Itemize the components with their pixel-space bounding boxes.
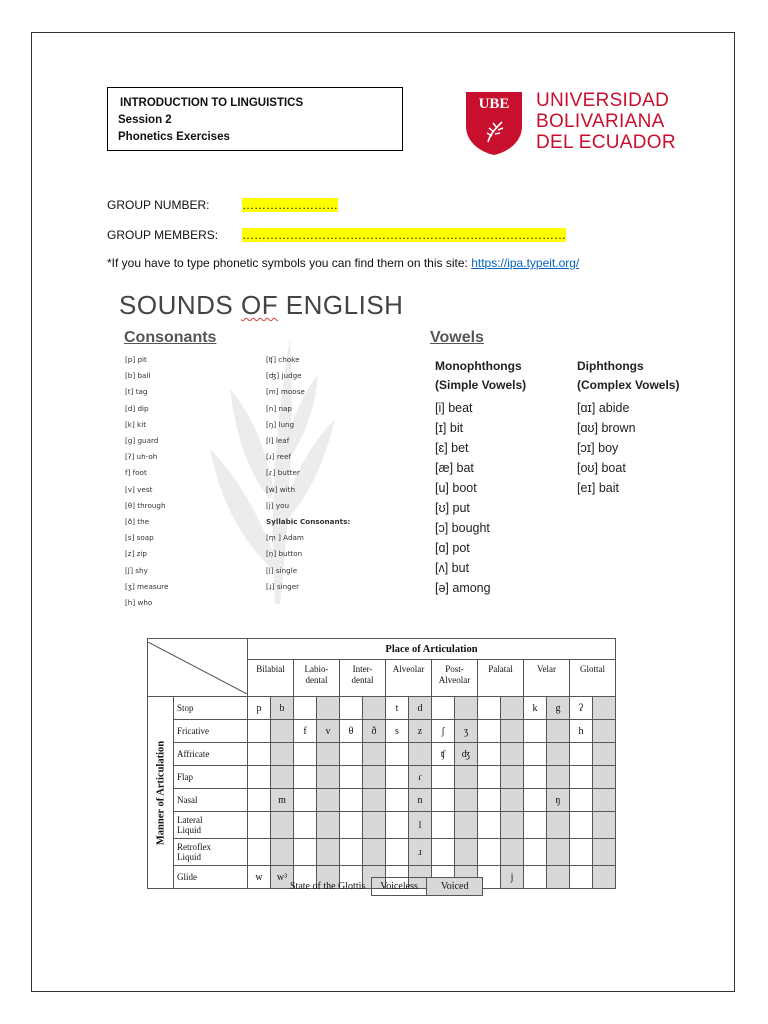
diphthong-item: [eɪ] bait: [577, 481, 619, 495]
syllabic-item: [n̩] button: [266, 549, 303, 559]
place-header: Labio- dental: [294, 660, 340, 697]
ipa-symbol-cell: [294, 697, 317, 720]
place-header: Alveolar: [386, 660, 432, 697]
ipa-symbol-cell: [455, 766, 478, 789]
ipa-symbol-cell: ʤ: [455, 743, 478, 766]
exercise-subtitle: Phonetics Exercises: [118, 131, 230, 143]
ipa-symbol-cell: [432, 697, 455, 720]
ipa-symbol-cell: [593, 720, 616, 743]
consonant-item: [ŋ] lung: [266, 419, 295, 429]
consonant-item: [l] leaf: [266, 436, 290, 446]
consonants-heading: Consonants: [124, 329, 217, 346]
ipa-symbol-cell: [570, 812, 593, 839]
title-part-2: OF: [240, 290, 279, 320]
ipa-symbol-cell: [455, 789, 478, 812]
syllabic-item: [m̩ ] Adam: [266, 533, 304, 543]
ipa-symbol-cell: m: [271, 789, 294, 812]
manner-row-label: Fricative: [174, 720, 248, 743]
group-number-field[interactable]: ……………………: [242, 198, 338, 212]
ipa-symbol-cell: ʔ: [570, 697, 593, 720]
ipa-symbol-cell: [409, 743, 432, 766]
manner-row-label: Lateral Liquid: [174, 812, 248, 839]
monophthong-item: [ʊ] put: [435, 501, 470, 515]
ipa-symbol-cell: t: [386, 697, 409, 720]
ipa-symbol-cell: [248, 812, 271, 839]
ipa-symbol-cell: [478, 766, 501, 789]
ipa-symbol-cell: [271, 812, 294, 839]
ipa-symbol-cell: [593, 743, 616, 766]
consonant-item: [h] who: [125, 598, 153, 608]
ipa-symbol-cell: [570, 743, 593, 766]
ipa-symbol-cell: [593, 766, 616, 789]
ipa-symbol-cell: [248, 743, 271, 766]
ipa-symbol-cell: [478, 839, 501, 866]
ipa-symbol-cell: ŋ: [547, 789, 570, 812]
sounds-of-english-title: [119, 290, 403, 321]
diphthongs-subtitle: (Complex Vowels): [577, 378, 680, 392]
ipa-symbol-cell: [524, 812, 547, 839]
title-part-1: SOUNDS: [119, 290, 241, 320]
ipa-symbol-cell: [294, 812, 317, 839]
monophthong-item: [ɔ] bought: [435, 521, 490, 535]
consonant-item: [p] pit: [125, 355, 147, 364]
ipa-symbol-cell: [363, 766, 386, 789]
sounds-of-english-panel: [100, 284, 710, 614]
consonant-item: [θ] through: [125, 500, 166, 510]
diphthong-item: [ɔɪ] boy: [577, 441, 619, 455]
place-header: Glottal: [570, 660, 616, 697]
glottis-legend: [290, 877, 483, 896]
ipa-symbol-cell: [294, 743, 317, 766]
ipa-symbol-cell: [478, 812, 501, 839]
ipa-symbol-cell: [547, 743, 570, 766]
ipa-symbol-cell: [524, 766, 547, 789]
consonant-item: [s] soap: [125, 533, 154, 543]
ipa-symbol-cell: [524, 866, 547, 889]
ipa-symbol-cell: [432, 812, 455, 839]
consonant-item: f] foot: [125, 468, 147, 478]
ipa-symbol-cell: [432, 839, 455, 866]
ipa-symbol-cell: [501, 812, 524, 839]
university-name: [536, 90, 676, 153]
ipa-symbol-cell: [501, 720, 524, 743]
monophthongs-list: [435, 398, 491, 598]
consonant-item: [t] tag: [125, 387, 148, 397]
ipa-symbol-cell: [547, 812, 570, 839]
ipa-symbol-cell: [317, 697, 340, 720]
ipa-note-text: *If you have to type phonetic symbols you can find them on this site:: [107, 256, 472, 270]
university-name-line1: UNIVERSIDAD: [536, 90, 670, 111]
ipa-symbol-cell: [363, 812, 386, 839]
ipa-symbol-cell: [570, 866, 593, 889]
ipa-symbol-cell: [593, 866, 616, 889]
ipa-symbol-cell: [455, 697, 478, 720]
ipa-symbol-cell: v: [317, 720, 340, 743]
ipa-symbol-cell: [478, 743, 501, 766]
diphthongs-title: Diphthongs: [577, 359, 644, 373]
consonant-item: [ð] the: [125, 517, 150, 527]
consonant-item: [w] with: [266, 484, 296, 494]
ipa-symbol-cell: [271, 720, 294, 743]
ipa-symbol-cell: ʒ: [455, 720, 478, 743]
voiceless-key: Voiceless: [371, 877, 427, 896]
diphthong-item: [ɑɪ] abide: [577, 401, 630, 415]
ipa-symbol-cell: [271, 743, 294, 766]
ipa-symbol-cell: [363, 789, 386, 812]
consonants-list-1: [125, 352, 168, 611]
manner-of-articulation-heading: [148, 697, 174, 889]
ipa-symbol-cell: [386, 766, 409, 789]
ipa-symbol-cell: j: [501, 866, 524, 889]
consonant-item: [v] vest: [125, 484, 153, 494]
ipa-symbol-cell: [547, 766, 570, 789]
ipa-symbol-cell: [386, 743, 409, 766]
monophthong-item: [æ] bat: [435, 461, 474, 475]
ipa-symbol-cell: [317, 839, 340, 866]
manner-row-label: Retroflex Liquid: [174, 839, 248, 866]
consonant-item: [ʃ] shy: [125, 565, 148, 575]
monophthong-item: [u] boot: [435, 481, 477, 495]
ipa-symbol-cell: b: [271, 697, 294, 720]
ipa-symbol-cell: [478, 789, 501, 812]
place-header: Bilabial: [248, 660, 294, 697]
chart-corner: [148, 639, 248, 697]
syllabic-item: [l̩] single: [266, 565, 298, 575]
ipa-symbol-cell: ʃ: [432, 720, 455, 743]
ipa-symbol-cell: [317, 743, 340, 766]
syllabic-item: [ɹ̩] singer: [266, 581, 300, 591]
ipa-symbol-cell: [363, 839, 386, 866]
ipa-symbol-cell: [340, 789, 363, 812]
place-header: Post- Alveolar: [432, 660, 478, 697]
consonant-item: [b] ball: [125, 371, 151, 381]
ipa-symbol-cell: n: [409, 789, 432, 812]
ipa-symbol-cell: ɹ: [409, 839, 432, 866]
ipa-symbol-cell: [547, 839, 570, 866]
ipa-symbol-cell: [524, 839, 547, 866]
ipa-symbol-cell: [501, 697, 524, 720]
ipa-symbol-cell: ʧ: [432, 743, 455, 766]
group-number-row: [107, 198, 338, 212]
ipa-consonant-chart: [147, 638, 616, 889]
session-label: Session 2: [118, 114, 172, 126]
monophthongs-title: Monophthongs: [435, 359, 522, 373]
group-members-label: GROUP MEMBERS:: [107, 228, 219, 242]
ipa-symbol-cell: [501, 789, 524, 812]
ipa-symbol-cell: ð: [363, 720, 386, 743]
consonant-item: [g] guard: [125, 436, 159, 446]
ipa-symbol-cell: [340, 812, 363, 839]
ipa-symbol-cell: h: [570, 720, 593, 743]
ipa-table: [147, 638, 616, 889]
ipa-symbol-cell: [455, 812, 478, 839]
ipa-symbol-cell: [317, 789, 340, 812]
consonant-item: [n] nap: [266, 403, 292, 413]
ipa-symbol-cell: [340, 839, 363, 866]
ipa-symbol-cell: w: [248, 866, 271, 889]
ipa-symbol-cell: p: [248, 697, 271, 720]
ipa-symbol-cell: [432, 766, 455, 789]
ipa-symbol-cell: [340, 743, 363, 766]
monophthong-item: [ʌ] but: [435, 561, 470, 575]
glottis-label: State of the Glottis: [290, 881, 366, 892]
ipa-symbol-cell: [570, 766, 593, 789]
logo-badge: UBE: [478, 96, 510, 112]
ipa-symbol-cell: k: [524, 697, 547, 720]
ipa-symbol-cell: [294, 789, 317, 812]
place-header: Palatal: [478, 660, 524, 697]
consonant-item: [m] moose: [266, 387, 305, 397]
ipa-symbol-cell: [294, 839, 317, 866]
place-of-articulation-heading: Place of Articulation: [248, 639, 616, 660]
ipa-symbol-cell: f: [294, 720, 317, 743]
ipa-symbol-cell: [386, 812, 409, 839]
consonant-item: [ʧ] choke: [266, 355, 300, 364]
consonant-item: [ɹ] reef: [266, 452, 292, 462]
diphthong-item: [ɑʊ] brown: [577, 421, 636, 435]
ipa-symbol-cell: θ: [340, 720, 363, 743]
ipa-symbol-cell: d: [409, 697, 432, 720]
ipa-symbol-cell: [593, 839, 616, 866]
ipa-symbol-cell: [501, 839, 524, 866]
title-part-3: ENGLISH: [278, 290, 404, 320]
ipa-symbol-cell: [593, 812, 616, 839]
ipa-symbol-cell: [524, 743, 547, 766]
ipa-symbol-cell: [478, 697, 501, 720]
manner-row-label: Nasal: [174, 789, 248, 812]
ipa-symbol-cell: [593, 789, 616, 812]
diphthongs-heading: [577, 357, 679, 395]
ipa-symbol-cell: [432, 789, 455, 812]
consonant-item: [k] kit: [125, 419, 147, 429]
university-name-line2: BOLIVARIANA: [536, 111, 665, 132]
consonant-item: [ʔ] uh-oh: [125, 452, 158, 462]
ipa-symbol-cell: [271, 839, 294, 866]
consonant-item: [ɾ] butter: [266, 468, 300, 478]
ipa-symbol-cell: [501, 743, 524, 766]
ipa-symbol-cell: [547, 720, 570, 743]
consonant-item: [ʒ] measure: [125, 581, 169, 591]
ipa-symbol-cell: [248, 839, 271, 866]
ipa-symbol-cell: [570, 839, 593, 866]
monophthong-item: [ɪ] bit: [435, 421, 464, 435]
monophthong-item: [ɑ] pot: [435, 541, 470, 555]
ipa-symbol-cell: [501, 766, 524, 789]
place-header: Inter- dental: [340, 660, 386, 697]
monophthong-item: [ə] among: [435, 581, 491, 595]
ipa-symbol-cell: [248, 789, 271, 812]
ipa-symbol-cell: s: [386, 720, 409, 743]
monophthongs-subtitle: (Simple Vowels): [435, 378, 527, 392]
ipa-symbol-cell: [340, 697, 363, 720]
voiced-key: Voiced: [427, 877, 484, 896]
ipa-symbol-cell: [340, 766, 363, 789]
ipa-symbol-cell: l: [409, 812, 432, 839]
group-members-row: [107, 228, 566, 242]
manner-row-label: Affricate: [174, 743, 248, 766]
consonant-item: [ʤ] judge: [266, 371, 302, 381]
manner-row-label: Glide: [174, 866, 248, 889]
consonants-list-2: [266, 352, 350, 595]
place-header: Velar: [524, 660, 570, 697]
monophthongs-heading: [435, 357, 526, 395]
ipa-symbol-cell: [363, 697, 386, 720]
ipa-symbol-cell: [317, 812, 340, 839]
shield-icon: [464, 90, 524, 156]
ipa-note: [107, 256, 579, 270]
ipa-symbol-cell: [294, 766, 317, 789]
monophthong-item: [i] beat: [435, 401, 473, 415]
consonant-item: [j] you: [266, 500, 290, 510]
syllabic-heading: Syllabic Consonants:: [266, 517, 351, 527]
ipa-symbol-cell: [248, 766, 271, 789]
ipa-symbol-cell: w³: [271, 866, 294, 889]
ipa-symbol-cell: [524, 720, 547, 743]
manner-heading-text: Manner of Articulation: [155, 740, 166, 845]
ipa-symbol-cell: [524, 789, 547, 812]
ipa-symbol-cell: z: [409, 720, 432, 743]
ipa-symbol-cell: g: [547, 697, 570, 720]
ipa-symbol-cell: [271, 766, 294, 789]
ipa-symbol-cell: [478, 720, 501, 743]
diphthongs-list: [577, 398, 636, 498]
manner-row-label: Flap: [174, 766, 248, 789]
university-name-line3: DEL ECUADOR: [536, 132, 676, 153]
consonant-item: [z] zip: [125, 549, 147, 559]
ipa-symbol-cell: ɾ: [409, 766, 432, 789]
consonant-item: [d] dip: [125, 403, 149, 413]
ipa-symbol-cell: [547, 866, 570, 889]
group-number-label: GROUP NUMBER:: [107, 198, 210, 212]
monophthong-item: [ɛ] bet: [435, 441, 469, 455]
diphthong-item: [oʊ] boat: [577, 461, 626, 475]
ipa-symbol-cell: [386, 839, 409, 866]
ipa-typeit-link[interactable]: https://ipa.typeit.org/: [471, 256, 580, 270]
ipa-symbol-cell: [248, 720, 271, 743]
course-title-box: [107, 87, 403, 151]
ipa-symbol-cell: [593, 697, 616, 720]
course-title: INTRODUCTION TO LINGUISTICS: [120, 97, 304, 109]
ipa-symbol-cell: [317, 766, 340, 789]
ipa-symbol-cell: [570, 789, 593, 812]
ipa-symbol-cell: [363, 743, 386, 766]
group-members-field[interactable]: ………………………………………………………………………: [242, 228, 566, 242]
vowels-heading: Vowels: [430, 329, 484, 346]
manner-row-label: Stop: [174, 697, 248, 720]
ipa-symbol-cell: [455, 839, 478, 866]
ipa-symbol-cell: [386, 789, 409, 812]
